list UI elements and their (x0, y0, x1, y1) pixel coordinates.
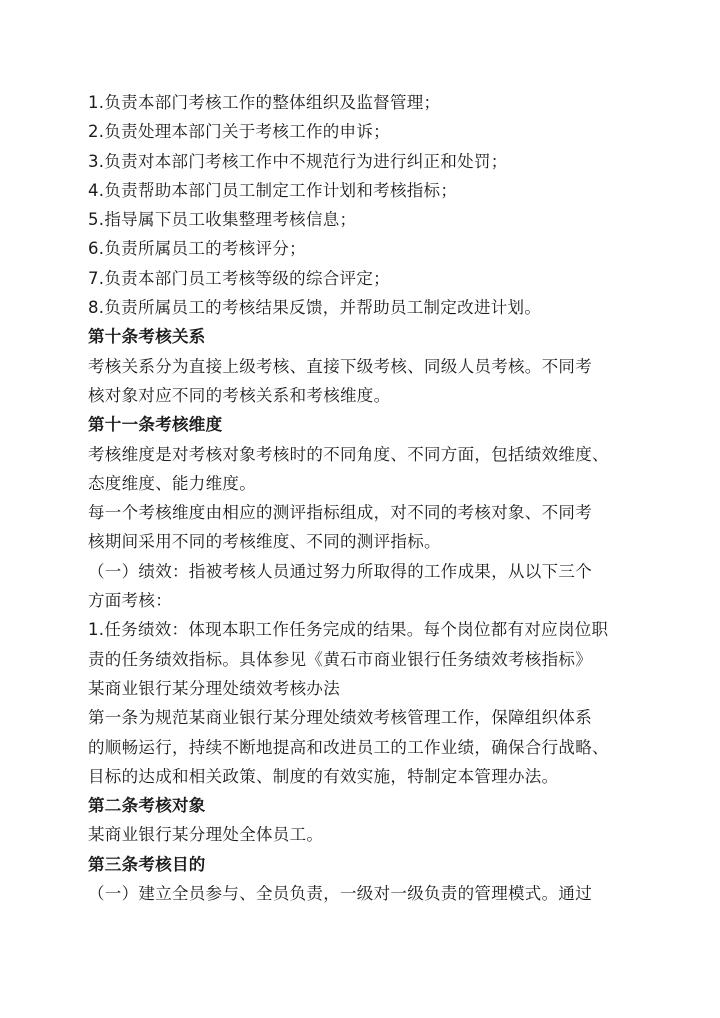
paragraph-line: （一）绩效：指被考核人员通过努力所取得的工作成果，从以下三个 (88, 561, 592, 581)
section-heading: 第十条考核关系 (88, 327, 206, 347)
paragraph-line: 每一个考核维度由相应的测评指标组成，对不同的考核对象、不同考 (88, 503, 592, 523)
list-item: 6.负责所属员工的考核评分； (88, 239, 306, 259)
list-item: 1.负责本部门考核工作的整体组织及监督管理； (88, 93, 441, 112)
list-item: 2.负责处理本部门关于考核工作的申诉； (88, 122, 390, 142)
paragraph-line: 某商业银行某分理处绩效考核办法 (88, 678, 340, 698)
list-item: 5.指导属下员工收集整理考核信息； (88, 210, 357, 230)
document-body (88, 88, 668, 908)
list-item: 4.负责帮助本部门员工制定工作计划和考核指标； (88, 180, 458, 200)
paragraph-line: 核期间采用不同的考核维度、不同的测评指标。 (88, 532, 441, 552)
list-item: 8.负责所属员工的考核结果反馈，并帮助员工制定改进计划。 (88, 298, 542, 318)
paragraph-line: 考核关系分为直接上级考核、直接下级考核、同级人员考核。不同考 (88, 356, 592, 376)
paragraph-line: 目标的达成和相关政策、制度的有效实施，特制定本管理办法。 (88, 766, 559, 786)
list-item: 7.负责本部门员工考核等级的综合评定； (88, 268, 390, 288)
section-heading: 第十一条考核维度 (88, 415, 223, 435)
paragraph-line: 考核维度是对考核对象考核时的不同角度、不同方面，包括绩效维度、 (88, 444, 609, 464)
section-heading: 第三条考核目的 (88, 854, 206, 874)
list-item: 3.负责对本部门考核工作中不规范行为进行纠正和处罚； (88, 151, 508, 171)
paragraph-line: 1.任务绩效：体现本职工作任务完成的结果。每个岗位都有对应岗位职 (88, 620, 609, 640)
paragraph-line: 的顺畅运行，持续不断地提高和改进员工的工作业绩，确保合行战略、 (88, 737, 609, 757)
paragraph-line: 责的任务绩效指标。具体参见《黄石市商业银行任务绩效考核指标》 (88, 649, 592, 669)
paragraph-line: 核对象对应不同的考核关系和考核维度。 (88, 385, 391, 405)
paragraph-line: 态度维度、能力维度。 (88, 473, 256, 493)
paragraph-line: 某商业银行某分理处全体员工。 (88, 825, 324, 845)
section-heading: 第二条考核对象 (88, 796, 206, 816)
paragraph-line: （一）建立全员参与、全员负责，一级对一级负责的管理模式。通过 (88, 884, 592, 904)
paragraph-line: 方面考核： (88, 591, 172, 611)
paragraph-line: 第一条为规范某商业银行某分理处绩效考核管理工作，保障组织体系 (88, 708, 592, 728)
